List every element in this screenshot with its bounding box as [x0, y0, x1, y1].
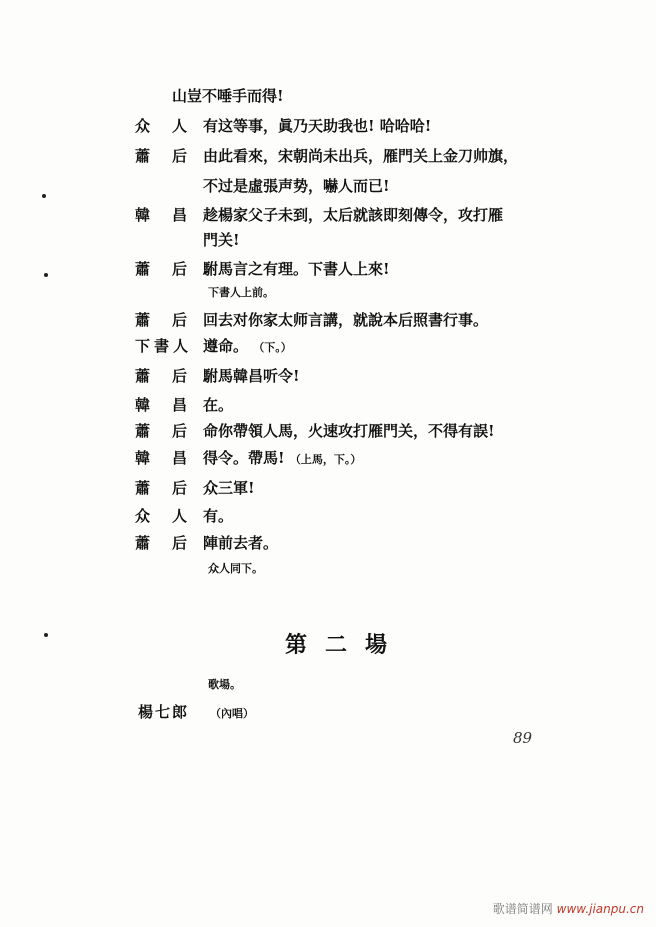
watermark-en: www.jianpu.cn: [556, 902, 644, 916]
margin-dot: [44, 273, 48, 277]
watermark: [493, 900, 644, 917]
speaker-name: 蕭后: [135, 367, 210, 385]
speaker-name: 蕭后: [135, 311, 210, 329]
dialogue-text: 有这等事，眞乃天助我也! 哈哈哈!: [203, 117, 432, 135]
dialogue-text: 駙馬韓昌听令!: [203, 367, 300, 385]
page-number: 89: [513, 729, 533, 747]
stage-direction-text: 下書人上前。: [208, 286, 274, 299]
dialogue-text: 駙馬言之有理。下書人上來!: [203, 260, 390, 278]
dialogue-text: 趁楊家父子未到，太后就該即刻傳令，攻打雁: [203, 206, 504, 224]
dialogue-text: 陣前去者。: [203, 534, 279, 552]
speaker-name: 韓昌: [135, 396, 210, 414]
speaker-name: 楊七郎: [138, 703, 190, 721]
speaker-name: 众人: [135, 117, 210, 135]
dialogue-text: 得令。帶馬! （上馬，下。）: [203, 449, 362, 467]
speaker-name: 蕭后: [135, 260, 210, 278]
speaker-name: 蕭后: [135, 422, 210, 440]
stage-direction-text: 歌場。: [208, 678, 241, 691]
inline-stage-note: （內唱）: [210, 707, 254, 720]
dialogue-text: 山豈不唾手而得!: [172, 87, 284, 105]
speaker-name: 众人: [135, 507, 210, 525]
stage-direction-text: 众人同下。: [208, 562, 263, 575]
speaker-name: 蕭后: [135, 147, 210, 165]
speaker-name: 蕭后: [135, 479, 210, 497]
dialogue-text: 在。: [203, 396, 234, 414]
dialogue-text: 遵命。 （下。）: [203, 337, 292, 355]
dialogue-text: 命你帶領人馬，火速攻打雁門关，不得有誤!: [203, 422, 495, 440]
speaker-name: 下書人: [135, 337, 193, 355]
speaker-name: 韓昌: [135, 206, 210, 224]
inline-stage-note: （上馬，下。）: [289, 453, 362, 466]
dialogue-text: 众三軍!: [203, 479, 255, 497]
dialogue-text: 不过是虛張声势，嚇人而已!: [203, 177, 390, 195]
dialogue-text: [210, 702, 254, 724]
margin-dot: [42, 194, 46, 198]
dialogue-text: 有。: [203, 507, 234, 525]
watermark-cn: 歌谱简谱网: [492, 902, 553, 916]
scene-title: 第二場: [285, 632, 406, 658]
dialogue-text: 由此看來，宋朝尚未出兵，雁門关上金刀帅旗，: [203, 147, 519, 165]
dialogue-text: 門关!: [203, 231, 240, 249]
speaker-name: 韓昌: [135, 449, 210, 467]
dialogue-text: 回去对你家太师言講，就說本后照書行事。: [203, 311, 489, 329]
margin-dot: [44, 633, 48, 637]
speaker-name: 蕭后: [135, 534, 210, 552]
inline-stage-note: （下。）: [253, 341, 292, 354]
